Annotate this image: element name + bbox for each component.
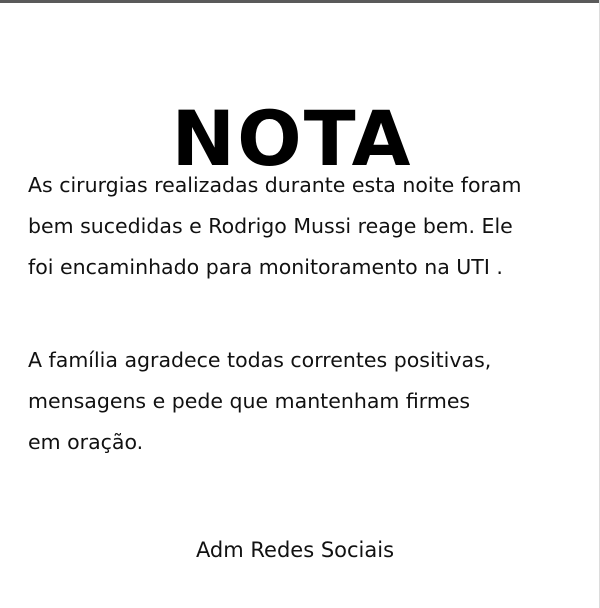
notice-paragraph-surgery bbox=[28, 165, 588, 288]
paragraph-line: As cirurgias realizadas durante esta noite foram bbox=[28, 173, 522, 197]
paragraph-line: mensagens e pede que mantenham firmes bbox=[28, 389, 471, 413]
notice-paragraph-family bbox=[28, 340, 588, 463]
notice-title: NOTA bbox=[171, 93, 413, 183]
paragraph-line: foi encaminhado para monitoramento na UTI . bbox=[28, 255, 503, 279]
paragraph-line: bem sucedidas e Rodrigo Mussi reage bem. Ele bbox=[28, 214, 513, 238]
paragraph-line: A família agradece todas correntes positivas, bbox=[28, 348, 492, 372]
paragraph-line: em oração. bbox=[28, 430, 144, 454]
notice-signature: Adm Redes Sociais bbox=[195, 538, 395, 562]
